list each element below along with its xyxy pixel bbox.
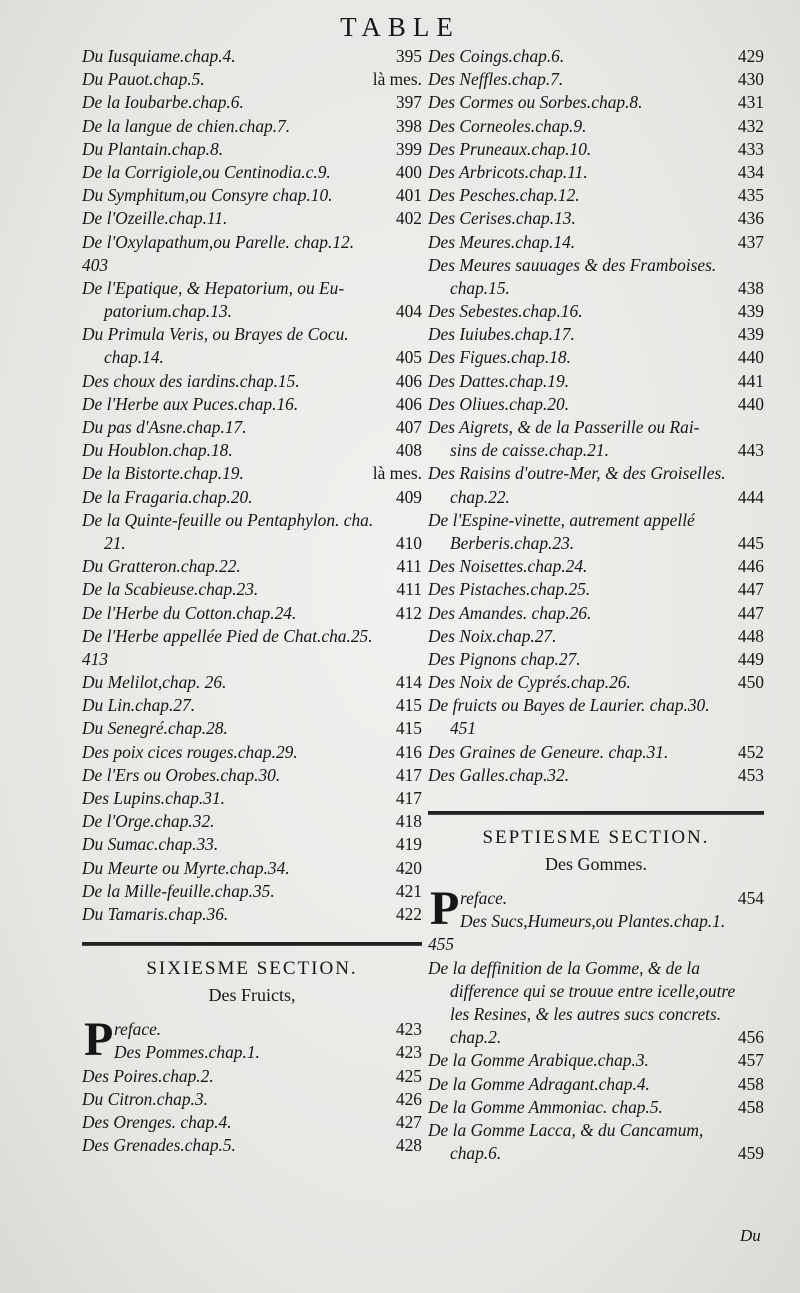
toc-entry xyxy=(82,602,422,625)
entry-page: 439 xyxy=(737,301,764,322)
entry-title: De fruicts ou Bayes de Laurier. chap.30. xyxy=(428,695,710,716)
entry-page: 417 xyxy=(395,788,422,808)
entry-title: reface. xyxy=(114,1019,162,1040)
entry-page: 452 xyxy=(737,741,764,762)
entry-title: Des Galles.chap.32. xyxy=(428,764,570,785)
toc-entry xyxy=(82,764,422,787)
catchword: Du xyxy=(740,1226,761,1245)
section-rule xyxy=(428,811,764,815)
entry-title: Du Meurte ou Myrte.chap.34. xyxy=(82,857,290,878)
entry-page: 422 xyxy=(395,903,422,924)
entry-page: 453 xyxy=(737,764,764,785)
entry-page: 411 xyxy=(396,556,422,577)
entry-title: Du Citron.chap.3. xyxy=(82,1088,208,1109)
entry-title: Du Melilot,chap. 26. xyxy=(82,672,227,693)
toc-entry xyxy=(428,439,764,462)
toc-entry xyxy=(82,184,422,207)
drop-cap: P xyxy=(430,882,460,935)
toc-entry xyxy=(428,933,764,956)
drop-cap: P xyxy=(84,1013,114,1067)
entry-page: 447 xyxy=(737,602,764,623)
toc-entry xyxy=(428,671,764,694)
entry-title: Des Pesches.chap.12. xyxy=(428,185,580,206)
toc-entry xyxy=(82,161,422,184)
entry-title: Du Lin.chap.27. xyxy=(82,695,196,716)
entry-title: Des Pruneaux.chap.10. xyxy=(428,138,592,159)
entry-page: 427 xyxy=(395,1111,422,1132)
toc-entry xyxy=(428,1003,764,1026)
toc-entry xyxy=(82,648,422,671)
toc-entry xyxy=(428,45,764,68)
toc-entry xyxy=(428,1049,764,1072)
entry-title: chap.6. xyxy=(450,1143,502,1164)
toc-entry xyxy=(82,625,422,648)
entry-title: De la Mille-feuille.chap.35. xyxy=(82,880,275,901)
entry-title: Des choux des iardins.chap.15. xyxy=(82,370,300,391)
entry-title: De la Gomme Ammoniac. chap.5. xyxy=(428,1096,663,1117)
toc-entry xyxy=(428,910,764,933)
entry-title: De la Gomme Adragant.chap.4. xyxy=(428,1073,650,1094)
page-header: TABLE xyxy=(340,12,460,42)
entry-title: De la Bistorte.chap.19. xyxy=(82,463,244,484)
entry-title: Berberis.chap.23. xyxy=(450,532,575,553)
entry-title: Du Pauot.chap.5. xyxy=(82,69,205,90)
toc-entry xyxy=(82,694,422,717)
entry-page: 404 xyxy=(395,301,422,322)
toc-entry xyxy=(82,370,422,393)
entry-page: 431 xyxy=(737,92,764,113)
entry-title: sins de caisse.chap.21. xyxy=(450,440,609,461)
toc-entry xyxy=(428,1026,764,1049)
entry-title: Des Dattes.chap.19. xyxy=(428,370,570,391)
entry-title: De la deffinition de la Gomme, & de la xyxy=(428,957,700,978)
entry-title: chap.15. xyxy=(450,277,510,298)
toc-entry xyxy=(82,857,422,880)
entry-page: 454 xyxy=(737,888,764,908)
entry-title: 21. xyxy=(104,532,126,553)
entry-title: Des Arbricots.chap.11. xyxy=(428,161,588,182)
toc-entry xyxy=(82,1041,422,1064)
toc-entry xyxy=(428,1073,764,1096)
entry-page: 449 xyxy=(737,648,764,669)
entry-title: patorium.chap.13. xyxy=(104,301,233,322)
entry-page: 398 xyxy=(395,115,422,136)
entry-title: reface. xyxy=(460,888,508,908)
entry-page: 440 xyxy=(737,393,764,414)
entry-page: 444 xyxy=(737,486,764,507)
toc-entry xyxy=(428,1096,764,1119)
toc-entry xyxy=(428,393,764,416)
toc-entry xyxy=(428,138,764,161)
entry-title: Des Graines de Geneure. chap.31. xyxy=(428,741,669,762)
entry-title: Des Raisins d'outre-Mer, & des Groiselles. xyxy=(428,463,726,484)
entry-title: Des Corneoles.chap.9. xyxy=(428,115,587,136)
toc-entry xyxy=(82,231,422,254)
toc-entry xyxy=(428,161,764,184)
toc-entry xyxy=(82,833,422,856)
toc-entry xyxy=(82,115,422,138)
entry-page: 456 xyxy=(737,1027,764,1048)
entry-page: 421 xyxy=(395,880,422,901)
toc-entry xyxy=(82,393,422,416)
entry-title: Du Sumac.chap.33. xyxy=(82,834,219,855)
entry-page: 425 xyxy=(395,1065,422,1086)
entry-page: 414 xyxy=(395,672,422,693)
entry-page: 409 xyxy=(395,486,422,507)
toc-entry xyxy=(82,45,422,68)
toc-entry xyxy=(82,300,422,323)
entry-title: De l'Ers ou Orobes.chap.30. xyxy=(82,764,281,785)
entry-page: 423 xyxy=(395,1019,422,1040)
toc-entry xyxy=(428,416,764,439)
toc-entry xyxy=(82,1134,422,1157)
entry-page: 437 xyxy=(737,231,764,252)
entry-title: 455 xyxy=(428,934,455,955)
entry-page: 426 xyxy=(395,1088,422,1109)
entry-title: Du Senegré.chap.28. xyxy=(82,718,228,739)
entry-page: là mes. xyxy=(372,69,422,90)
entry-page: 450 xyxy=(737,672,764,693)
entry-page: 399 xyxy=(395,138,422,159)
toc-entry xyxy=(428,1119,764,1142)
entry-title: les Resines, & les autres sucs concrets. xyxy=(450,1003,722,1024)
left-entry-list xyxy=(82,45,422,926)
toc-entry xyxy=(428,625,764,648)
entry-page: 432 xyxy=(737,115,764,136)
toc-entry xyxy=(428,277,764,300)
entry-title: De la Gomme Lacca, & du Cancamum, xyxy=(428,1119,704,1140)
left-column xyxy=(82,45,422,1157)
entry-page: 438 xyxy=(737,277,764,298)
entry-page: 415 xyxy=(395,695,422,716)
entry-title: De la Corrigiole,ou Centinodia.c.9. xyxy=(82,161,331,182)
toc-entry xyxy=(82,509,422,532)
toc-entry xyxy=(428,764,764,787)
toc-entry xyxy=(82,486,422,509)
toc-entry xyxy=(428,486,764,509)
entry-page: 443 xyxy=(737,440,764,461)
entry-title: Des Coings.chap.6. xyxy=(428,46,565,66)
entry-title: Des Poires.chap.2. xyxy=(82,1065,214,1086)
entry-page: 458 xyxy=(737,1096,764,1117)
toc-entry xyxy=(428,462,764,485)
toc-entry xyxy=(82,277,422,300)
entry-page: 408 xyxy=(395,440,422,461)
toc-entry xyxy=(82,810,422,833)
toc-entry xyxy=(82,578,422,601)
entry-title: Des Pignons chap.27. xyxy=(428,648,581,669)
entry-page: 458 xyxy=(737,1073,764,1094)
right-column xyxy=(428,45,764,1165)
entry-title: De la Quinte-feuille ou Pentaphylon. cha. xyxy=(82,509,374,530)
entry-title: 413 xyxy=(82,648,109,669)
toc-entry xyxy=(428,207,764,230)
entry-title: Des Amandes. chap.26. xyxy=(428,602,592,623)
section-subtitle-fruicts: Des Fruicts, xyxy=(208,985,296,1006)
entry-page: 406 xyxy=(395,370,422,391)
section-rule xyxy=(82,942,422,946)
toc-entry xyxy=(428,370,764,393)
entry-title: chap.14. xyxy=(104,347,164,368)
entry-title: 451 xyxy=(450,718,477,739)
toc-entry xyxy=(428,578,764,601)
toc-entry xyxy=(82,671,422,694)
entry-page: 430 xyxy=(737,69,764,90)
entry-title: Des Meures sauuages & des Framboises. xyxy=(428,254,717,275)
toc-entry xyxy=(82,880,422,903)
entry-page: 459 xyxy=(737,1143,764,1164)
toc-entry xyxy=(428,323,764,346)
entry-title: De la Fragaria.chap.20. xyxy=(82,486,253,507)
toc-entry xyxy=(82,903,422,926)
entry-title: De la Ioubarbe.chap.6. xyxy=(82,92,244,113)
entry-page: 412 xyxy=(395,602,422,623)
toc-entry xyxy=(428,509,764,532)
entry-title: De l'Ozeille.chap.11. xyxy=(82,208,228,229)
entry-title: Des Iuiubes.chap.17. xyxy=(428,324,575,345)
entry-page: 445 xyxy=(737,532,764,553)
entry-page: 439 xyxy=(737,324,764,345)
entry-title: Du Houblon.chap.18. xyxy=(82,440,233,461)
entry-title: Du Symphitum,ou Consyre chap.10. xyxy=(82,185,333,206)
entry-title: Des Sucs,Humeurs,ou Plantes.chap.1. xyxy=(460,911,726,932)
toc-entry xyxy=(428,346,764,369)
entry-page: 434 xyxy=(737,161,764,182)
toc-entry xyxy=(428,555,764,578)
toc-entry xyxy=(82,555,422,578)
entry-title: De l'Epatique, & Hepatorium, ou Eu- xyxy=(82,277,345,298)
entry-title: Des Noisettes.chap.24. xyxy=(428,556,588,577)
entry-title: Du Iusquiame.chap.4. xyxy=(82,46,236,66)
toc-entry xyxy=(428,957,764,980)
toc-entry xyxy=(82,91,422,114)
toc-entry xyxy=(428,254,764,277)
entry-title: De l'Herbe du Cotton.chap.24. xyxy=(82,602,297,623)
entry-title: Des Figues.chap.18. xyxy=(428,347,571,368)
entry-page: 401 xyxy=(395,185,422,206)
toc-entry xyxy=(428,68,764,91)
toc-entry xyxy=(428,694,764,717)
toc-entry xyxy=(428,648,764,671)
entry-title: Des Neffles.chap.7. xyxy=(428,69,564,90)
entry-title: De l'Herbe appellée Pied de Chat.cha.25. xyxy=(82,625,373,646)
toc-entry xyxy=(428,300,764,323)
entry-page: 457 xyxy=(737,1050,764,1071)
toc-entry xyxy=(428,532,764,555)
entry-page: 395 xyxy=(395,46,422,66)
toc-entry xyxy=(428,115,764,138)
toc-entry xyxy=(82,138,422,161)
section-title-septiesme: SEPTIESME SECTION. xyxy=(482,827,710,848)
entry-page: 447 xyxy=(737,579,764,600)
entry-title: Des Grenades.chap.5. xyxy=(82,1135,236,1156)
entry-page: 407 xyxy=(395,417,422,437)
toc-entry xyxy=(428,980,764,1003)
entry-title: De l'Orge.chap.32. xyxy=(82,811,215,832)
entry-title: Des Oliues.chap.20. xyxy=(428,393,570,414)
toc-entry xyxy=(428,231,764,254)
entry-page: 446 xyxy=(737,556,764,577)
entry-page: 411 xyxy=(396,579,422,600)
entry-page: 415 xyxy=(395,718,422,739)
entry-page: 428 xyxy=(395,1135,422,1156)
toc-entry xyxy=(82,1065,422,1088)
right-after-list xyxy=(428,933,764,1165)
toc-entry xyxy=(428,1142,764,1165)
entry-page: 418 xyxy=(395,811,422,832)
toc-entry xyxy=(428,184,764,207)
entry-title: chap.2. xyxy=(450,1027,502,1048)
entry-page: 400 xyxy=(395,161,422,182)
toc-entry xyxy=(428,602,764,625)
entry-page: 416 xyxy=(395,741,422,762)
toc-entry xyxy=(82,207,422,230)
toc-entry xyxy=(82,323,422,346)
toc-entry xyxy=(428,717,764,740)
entry-title: Des Noix de Cyprés.chap.26. xyxy=(428,672,631,693)
toc-entry xyxy=(82,462,422,485)
toc-entry xyxy=(82,254,422,277)
entry-title: Du Primula Veris, ou Brayes de Cocu. xyxy=(82,324,349,345)
toc-entry xyxy=(82,1088,422,1111)
toc-entry xyxy=(82,346,422,369)
entry-page: 397 xyxy=(395,92,422,113)
toc-entry xyxy=(82,787,422,810)
entry-title: difference qui se trouue entre icelle,outre xyxy=(450,980,736,1001)
entry-title: De la Scabieuse.chap.23. xyxy=(82,579,259,600)
entry-title: chap.22. xyxy=(450,486,510,507)
entry-page: 429 xyxy=(737,46,764,66)
entry-title: Des Sebestes.chap.16. xyxy=(428,301,583,322)
entry-title: Des Pommes.chap.1. xyxy=(114,1042,260,1063)
entry-title: Des Meures.chap.14. xyxy=(428,231,576,252)
entry-page: 436 xyxy=(737,208,764,229)
entry-page: 410 xyxy=(395,532,422,553)
entry-page: 419 xyxy=(395,834,422,855)
entry-page: 435 xyxy=(737,185,764,206)
entry-title: De l'Oxylapathum,ou Parelle. chap.12. xyxy=(82,231,355,252)
toc-entry xyxy=(82,532,422,555)
entry-title: De la Gomme Arabique.chap.3. xyxy=(428,1050,649,1071)
entry-page: 440 xyxy=(737,347,764,368)
entry-title: Des poix cices rouges.chap.29. xyxy=(82,741,298,762)
entry-title: Des Aigrets, & de la Passerille ou Rai- xyxy=(428,417,700,437)
section-subtitle-gommes: Des Gommes. xyxy=(545,854,647,874)
entry-page: là mes. xyxy=(372,463,422,484)
toc-entry xyxy=(428,741,764,764)
entry-page: 441 xyxy=(737,370,764,391)
entry-page: 423 xyxy=(395,1042,422,1063)
toc-entry xyxy=(82,741,422,764)
entry-title: De l'Espine-vinette, autrement appellé xyxy=(428,509,695,530)
entry-title: Des Cerises.chap.13. xyxy=(428,208,576,229)
left-after-list xyxy=(82,1065,422,1158)
entry-title: Des Lupins.chap.31. xyxy=(82,788,225,808)
toc-entry xyxy=(82,717,422,740)
entry-title: Du Plantain.chap.8. xyxy=(82,138,224,159)
section-title-sixiesme: SIXIESME SECTION. xyxy=(146,958,358,980)
toc-entry xyxy=(82,1111,422,1134)
entry-title: Des Pistaches.chap.25. xyxy=(428,579,591,600)
entry-title: Des Cormes ou Sorbes.chap.8. xyxy=(428,92,643,113)
toc-entry xyxy=(82,416,422,439)
toc-entry xyxy=(82,68,422,91)
entry-page: 448 xyxy=(737,625,764,646)
entry-title: Du pas d'Asne.chap.17. xyxy=(82,417,247,437)
entry-page: 420 xyxy=(395,857,422,878)
entry-title: 403 xyxy=(82,254,109,275)
entry-page: 402 xyxy=(395,208,422,229)
right-entry-list xyxy=(428,45,764,787)
entry-title: De la langue de chien.chap.7. xyxy=(82,115,291,136)
entry-page: 433 xyxy=(737,138,764,159)
entry-title: Du Tamaris.chap.36. xyxy=(82,903,229,924)
toc-entry xyxy=(82,439,422,462)
entry-title: Des Orenges. chap.4. xyxy=(82,1111,232,1132)
entry-page: 406 xyxy=(395,393,422,414)
entry-page: 417 xyxy=(395,764,422,785)
entry-title: Des Noix.chap.27. xyxy=(428,625,557,646)
toc-entry xyxy=(428,91,764,114)
entry-title: De l'Herbe aux Puces.chap.16. xyxy=(82,393,299,414)
entry-page: 405 xyxy=(395,347,422,368)
entry-title: Du Gratteron.chap.22. xyxy=(82,556,241,577)
